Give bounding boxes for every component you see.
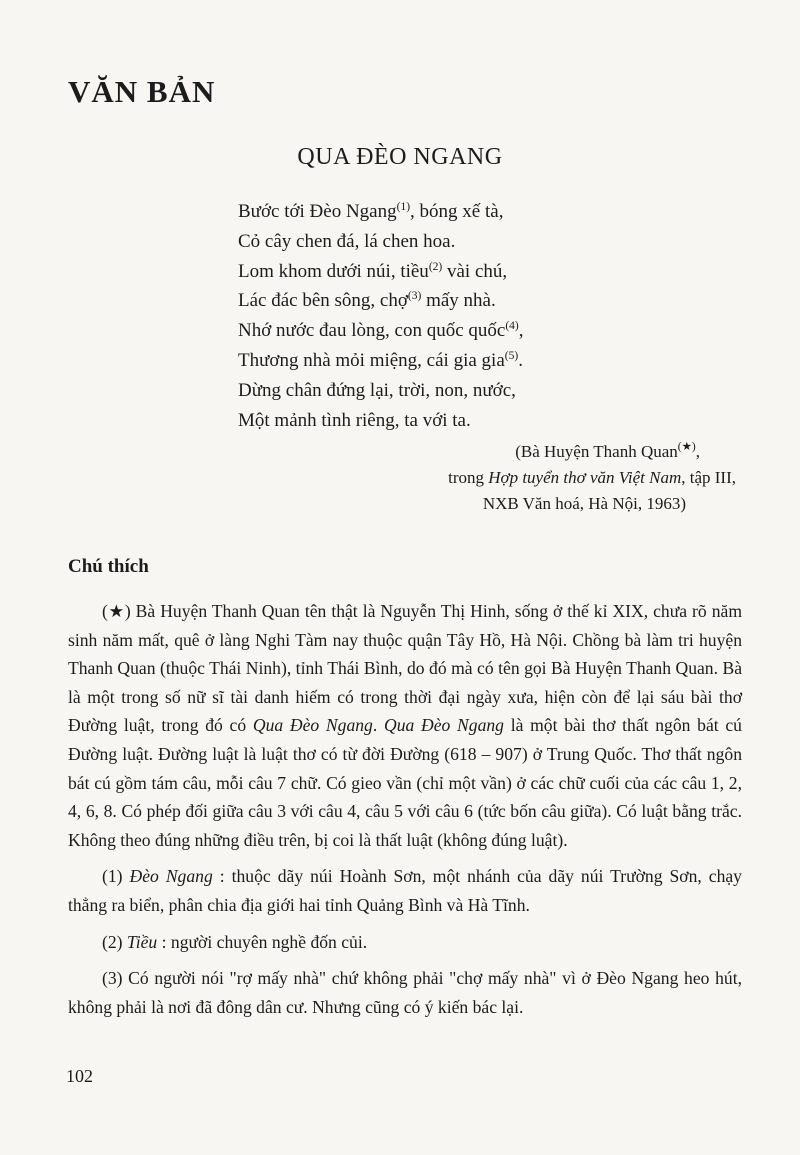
poem-line: Dừng chân đứng lại, trời, non, nước,	[238, 379, 516, 401]
footnote-ref: (3)	[407, 290, 422, 303]
book-title: Hợp tuyển thơ văn Việt Nam	[488, 468, 682, 487]
poem-line: Nhớ nước đau lòng, con quốc quốc$^{(4)}$,	[238, 320, 524, 342]
poem-title: QUA ĐÈO NGANG	[297, 144, 503, 170]
note-term: Đèo Ngang	[129, 866, 213, 887]
source-publisher: NXB Văn hoá, Hà Nội, 1963)	[482, 494, 686, 513]
poem-source-citation	[448, 439, 736, 517]
notes-section	[68, 597, 742, 1029]
poem-line: Lom khom dưới núi, tiều$^{(2)}$ vài chú,	[238, 260, 508, 282]
note-2: (2) Tiều : người chuyên nghề đốn củi.	[102, 931, 368, 952]
notes-heading: Chú thích	[68, 556, 149, 577]
note-1: (1) Đèo Ngang : thuộc dãy núi Hoành Sơn, một nhánh của dãy núi Trường Sơn, chạy thẳng ra biển, phân chia địa giới hai tỉnh Quảng Bình và Hà Tĩnh.	[68, 866, 742, 915]
note-star: (★) Bà Huyện Thanh Quan tên thật là Nguyễn Thị Hinh, sống ở thế kỉ XIX, chưa rõ năm sinh năm mất, quê ở làng Nghi Tàm nay thuộc quận Tây Hồ, Hà Nội. Chồng bà làm tri huyện Thanh Quan (thuộc Thái Ninh), tỉnh Thái Bình, do đó mà có tên gọi Bà Huyện Thanh Quan. Bà là một trong số nữ sĩ tài danh hiếm có trong thời đại ngày xưa, hiện còn để lại sáu bài thơ Đường luật, trong đó có Qua Đèo Ngang. Qua Đèo Ngang là một bài thơ thất ngôn bát cú Đường luật. Đường luật là luật thơ có từ đời Đường (618 – 907) ở Trung Quốc. Thơ thất ngôn bát cú gồm tám câu, mỗi câu 7 chữ. Có gieo vần (chỉ một vần) ở các chữ cuối của các câu 1, 2, 4, 6, 8. Có phép đối giữa câu 3 với câu 4, câu 5 với câu 6 (tức bốn câu giữa). Có luật bằng trắc. Không theo đúng những điều trên, bị coi là thất luật (không đúng luật).	[68, 601, 742, 850]
source-book: trong Hợp tuyển thơ văn Việt Nam, tập III,	[448, 468, 736, 487]
poem-body	[238, 197, 523, 435]
footnote-ref: (★)	[677, 441, 696, 453]
poem-line: Bước tới Đèo Ngang$^{(1)}$, bóng xế tà,	[238, 201, 504, 222]
page-number: 102	[66, 1066, 93, 1086]
note-3: (3) Có người nói "rợ mấy nhà" chứ không phải "chợ mấy nhà" vì ở Đèo Ngang heo hút, không phải là nơi đã đông dân cư. Nhưng cũng có ý kiến bác lại.	[68, 968, 742, 1017]
note-term: Tiều	[126, 931, 158, 952]
poem-line: Một mảnh tình riêng, ta với ta.	[238, 409, 471, 431]
section-title: VĂN BẢN	[68, 74, 216, 109]
poem-line: Thương nhà mỏi miệng, cái gia gia$^{(5)}$.	[238, 349, 523, 371]
poem-line: Lác đác bên sông, chợ$^{(3)}$ mấy nhà.	[238, 290, 496, 312]
source-author: (Bà Huyện Thanh Quan(★),	[515, 441, 700, 461]
footnote-ref: (4)	[505, 320, 519, 333]
footnote-ref: (5)	[504, 349, 519, 362]
poem-line: Cỏ cây chen đá, lá chen hoa.	[238, 230, 456, 252]
footnote-ref: (1)	[396, 201, 411, 213]
footnote-ref: (2)	[428, 260, 443, 273]
